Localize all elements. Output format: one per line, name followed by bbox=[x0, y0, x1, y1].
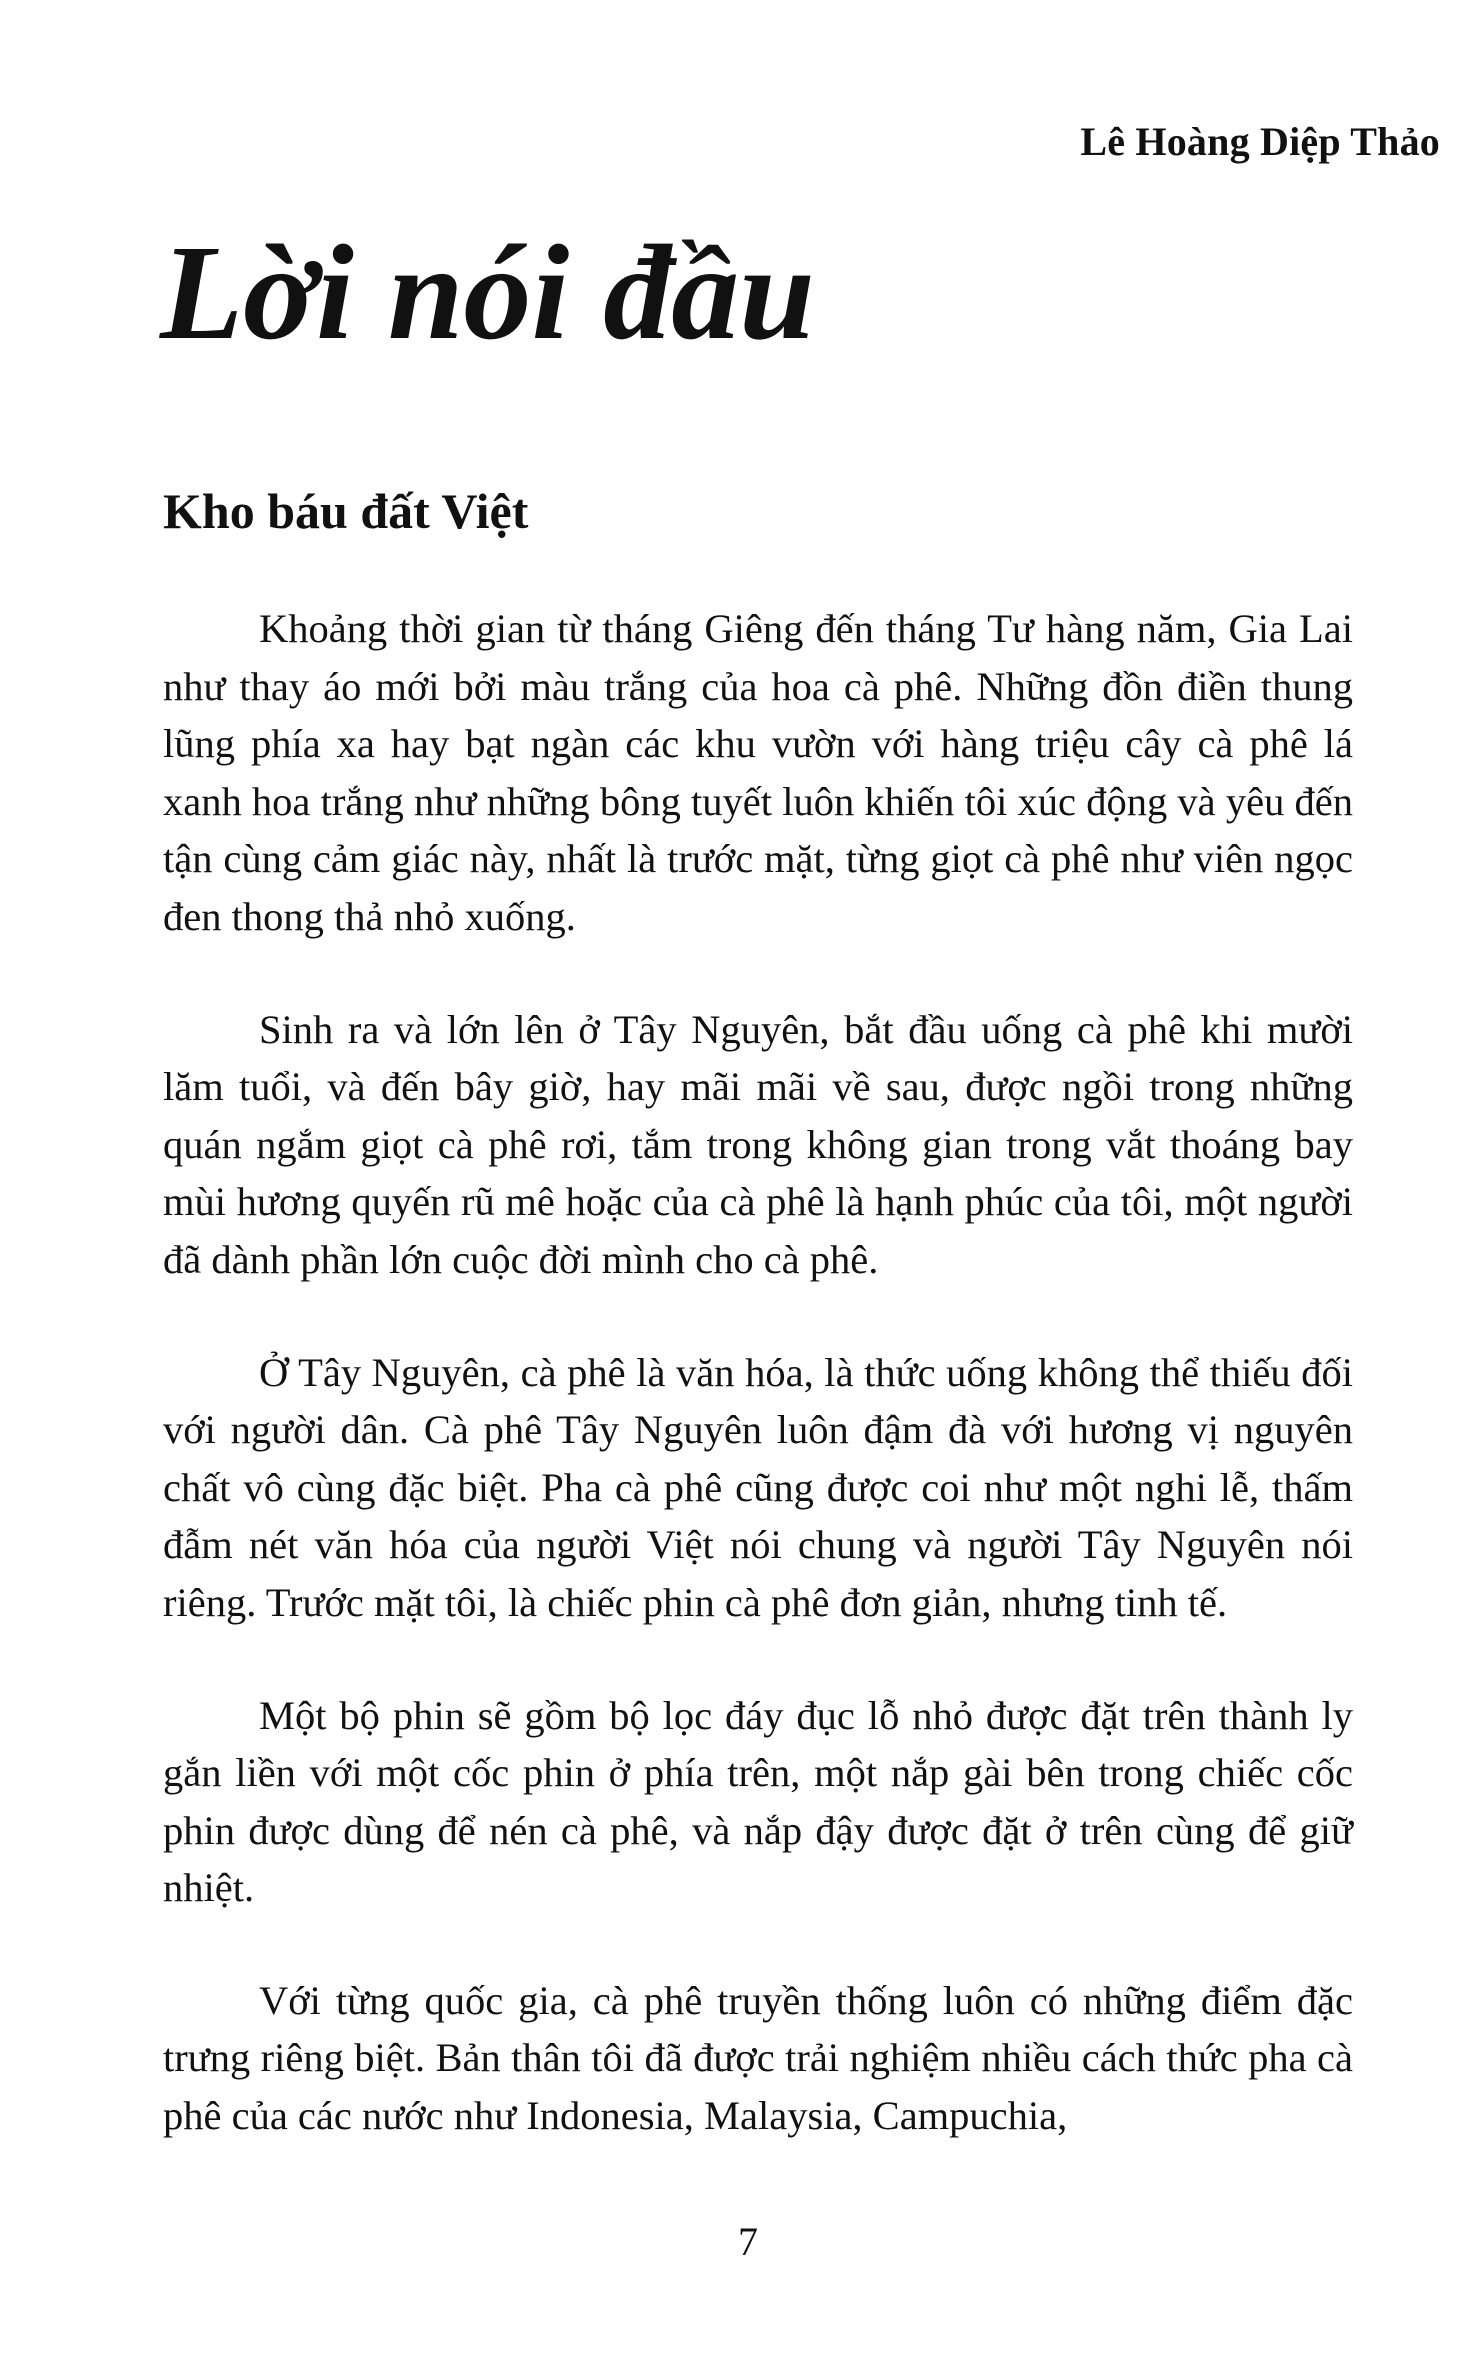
running-header-author: Lê Hoàng Diệp Thảo bbox=[1080, 119, 1440, 164]
paragraph: Một bộ phin sẽ gồm bộ lọc đáy đục lỗ nhỏ được đặt trên thành ly gắn liền với một cốc phin ở phía trên, một nắp gài bên trong chiếc cốc phin được dùng để nén cà phê, và nắp đậy được đặt ở trên cùng để giữ nhiệt. bbox=[163, 1692, 1353, 1911]
body-text bbox=[163, 600, 1353, 2200]
paragraph: Ở Tây Nguyên, cà phê là văn hóa, là thức uống không thể thiếu đối với người dân. Cà phê Tây Nguyên luôn đậm đà với hương vị nguyên chất vô cùng đặc biệt. Pha cà phê cũng được coi như một nghi lễ, thấm đẫm nét văn hóa của người Việt nói chung và người Tây Nguyên nói riêng. Trước mặt tôi, là chiếc phin cà phê đơn giản, nhưng tinh tế. bbox=[163, 1349, 1353, 1625]
section-title: Kho báu đất Việt bbox=[163, 483, 529, 539]
page-number: 7 bbox=[738, 2219, 758, 2264]
paragraph: Sinh ra và lớn lên ở Tây Nguyên, bắt đầu uống cà phê khi mười lăm tuổi, và đến bây giờ, hay mãi mãi về sau, được ngồi trong những quán ngắm giọt cà phê rơi, tắm trong không gian trong vắt thoáng bay mùi hương quyến rũ mê hoặc của cà phê là hạnh phúc của tôi, một người đã dành phần lớn cuộc đời mình cho cà phê. bbox=[163, 1006, 1353, 1282]
paragraph: Với từng quốc gia, cà phê truyền thống luôn có những điểm đặc trưng riêng biệt. Bản thân tôi đã được trải nghiệm nhiều cách thức pha cà phê của các nước như Indonesia, Malaysia, Campuchia, bbox=[163, 1977, 1353, 2139]
chapter-title: Lời nói đầu bbox=[160, 218, 815, 368]
paragraph: Khoảng thời gian từ tháng Giêng đến tháng Tư hàng năm, Gia Lai như thay áo mới bởi màu trắng của hoa cà phê. Những đồn điền thung lũng phía xa hay bạt ngàn các khu vườn với hàng triệu cây cà phê lá xanh hoa trắng như những bông tuyết luôn khiến tôi xúc động và yêu đến tận cùng cảm giác này, nhất là trước mặt, từng giọt cà phê như viên ngọc đen thong thả nhỏ xuống. bbox=[163, 606, 1353, 939]
